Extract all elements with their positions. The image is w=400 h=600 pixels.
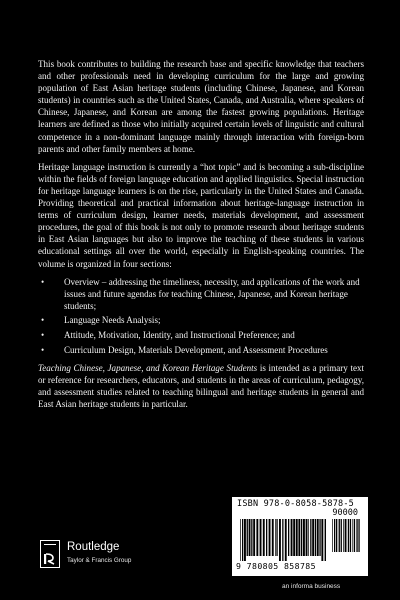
bullet-icon: • bbox=[41, 344, 45, 355]
ean-barcode-bars bbox=[240, 519, 326, 561]
publisher-group: Taylor & Francis Group bbox=[67, 557, 132, 564]
book-title-italic: Teaching Chinese, Japanese, and Korean Heritage Students bbox=[38, 362, 258, 373]
list-item: • Curriculum Design, Materials Development, and Assessment Procedures bbox=[41, 344, 328, 355]
list-item: • Language Needs Analysis; bbox=[41, 315, 161, 326]
bullet-icon: • bbox=[41, 315, 45, 326]
sections-list bbox=[38, 276, 364, 356]
blurb-closing-paragraph bbox=[38, 362, 364, 410]
blurb-paragraph-1: This book contributes to building the research base and specific knowledge that teachers and other professionals need in developing curriculum for the large and growing population of East Asian heritage students (including Chinese, Japanese, and Korean students) in countries such as the United States, Canada, and Australia, where speakers of Chinese, Japanese, and Korean are among the fastest growing populations. Heritage learners are defined as those who initially acquired certain levels of linguistic and cultural competence in a non-dominant language mainly through interaction with foreign-born parents and other family members at home. bbox=[38, 59, 364, 154]
price-code: 90000 bbox=[332, 508, 358, 518]
bullet-icon: • bbox=[41, 329, 45, 340]
list-item: • Attitude, Motivation, Identity, and Instructional Preference; and bbox=[41, 329, 295, 340]
addon-barcode-bars bbox=[332, 519, 360, 557]
back-cover-blurb bbox=[38, 58, 364, 416]
isbn-barcode bbox=[232, 497, 368, 576]
blurb-paragraph-2: Heritage language instruction is currently a “hot topic” and is becoming a sub-discipline within the fields of foreign language education and applied linguistics. Special instruction for heritage language learners is on the rise, particularly in the United States and Canada. Providing theoretical and practical information about heritage-language instruction in terms of curriculum design, learner needs, materials development, and assessment procedures, the goal of this book is not only to promote research about heritage students in East Asian languages but also to improve the teaching of these students in various educational settings all over the world, especially in English-speaking countries. The volume is organized in four sections: bbox=[38, 161, 364, 269]
ean-digits: 9 780805 858785 bbox=[236, 561, 316, 571]
closing-text: is intended as a primary text or reference for researchers, educators, and students in the areas of curriculum, pedagogy, and assessment studies related to teaching bilingual and heritage students in general and East Asian heritage students in particular. bbox=[38, 362, 365, 409]
list-item: • Overview – addressing the timeliness, necessity, and applications of the work and issues and future agendas for teaching Chinese, Japanese, and Korean heritage students; bbox=[41, 276, 360, 311]
informa-tagline: an informa business bbox=[282, 583, 341, 590]
routledge-logo-icon bbox=[40, 540, 60, 568]
isbn-text: ISBN 978-0-8058-5878-5 bbox=[237, 499, 354, 509]
publisher-name: Routledge bbox=[67, 541, 120, 553]
bullet-icon: • bbox=[41, 276, 45, 287]
